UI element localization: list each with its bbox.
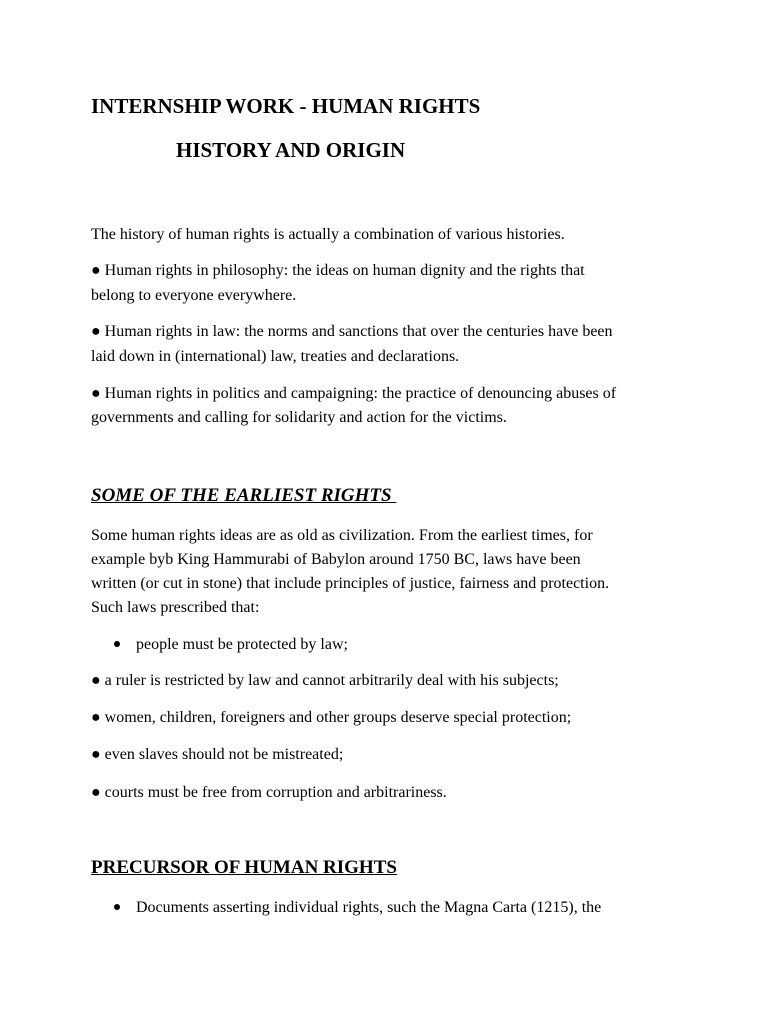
- list-bullet-icon: [114, 904, 120, 910]
- precursor-list-item-documents: Documents asserting individual rights, such the Magna Carta (1215), the: [136, 899, 602, 916]
- intro-item-philosophy-line2: belong to everyone everywhere.: [91, 287, 297, 304]
- intro-item-philosophy-line1: ● Human rights in philosophy: the ideas on human dignity and the rights that: [91, 262, 585, 279]
- section-heading-precursor: PRECURSOR OF HUMAN RIGHTS: [91, 857, 397, 878]
- intro-item-politics-line2: governments and calling for solidarity and action for the victims.: [91, 409, 507, 426]
- intro-item-politics-line1: ● Human rights in politics and campaigning: the practice of denouncing abuses of: [91, 385, 617, 402]
- earliest-paragraph-line2: example byb King Hammurabi of Babylon around 1750 BC, laws have been: [91, 551, 581, 568]
- intro-item-law-line1: ● Human rights in law: the norms and sanctions that over the centuries have been: [91, 323, 613, 340]
- earliest-item-courts: ● courts must be free from corruption and arbitrariness.: [91, 784, 447, 801]
- earliest-item-protection: ● women, children, foreigners and other groups deserve special protection;: [91, 709, 572, 726]
- intro-sentence: The history of human rights is actually a combination of various histories.: [91, 226, 565, 243]
- earliest-list-item-law: people must be protected by law;: [136, 636, 348, 653]
- list-bullet-icon: [114, 641, 120, 647]
- earliest-paragraph-line4: Such laws prescribed that:: [91, 599, 260, 616]
- intro-item-law-line2: laid down in (international) law, treaties and declarations.: [91, 348, 460, 365]
- earliest-item-ruler: ● a ruler is restricted by law and cannot arbitrarily deal with his subjects;: [91, 672, 559, 689]
- section-heading-earliest-rights: SOME OF THE EARLIEST RIGHTS: [91, 485, 397, 506]
- earliest-item-slaves: ● even slaves should not be mistreated;: [91, 746, 344, 763]
- document-title: INTERNSHIP WORK - HUMAN RIGHTS: [91, 94, 481, 118]
- earliest-paragraph-line3: written (or cut in stone) that include principles of justice, fairness and protection.: [91, 575, 610, 592]
- earliest-paragraph-line1: Some human rights ideas are as old as civilization. From the earliest times, for: [91, 527, 593, 544]
- document-subtitle: HISTORY AND ORIGIN: [176, 138, 406, 162]
